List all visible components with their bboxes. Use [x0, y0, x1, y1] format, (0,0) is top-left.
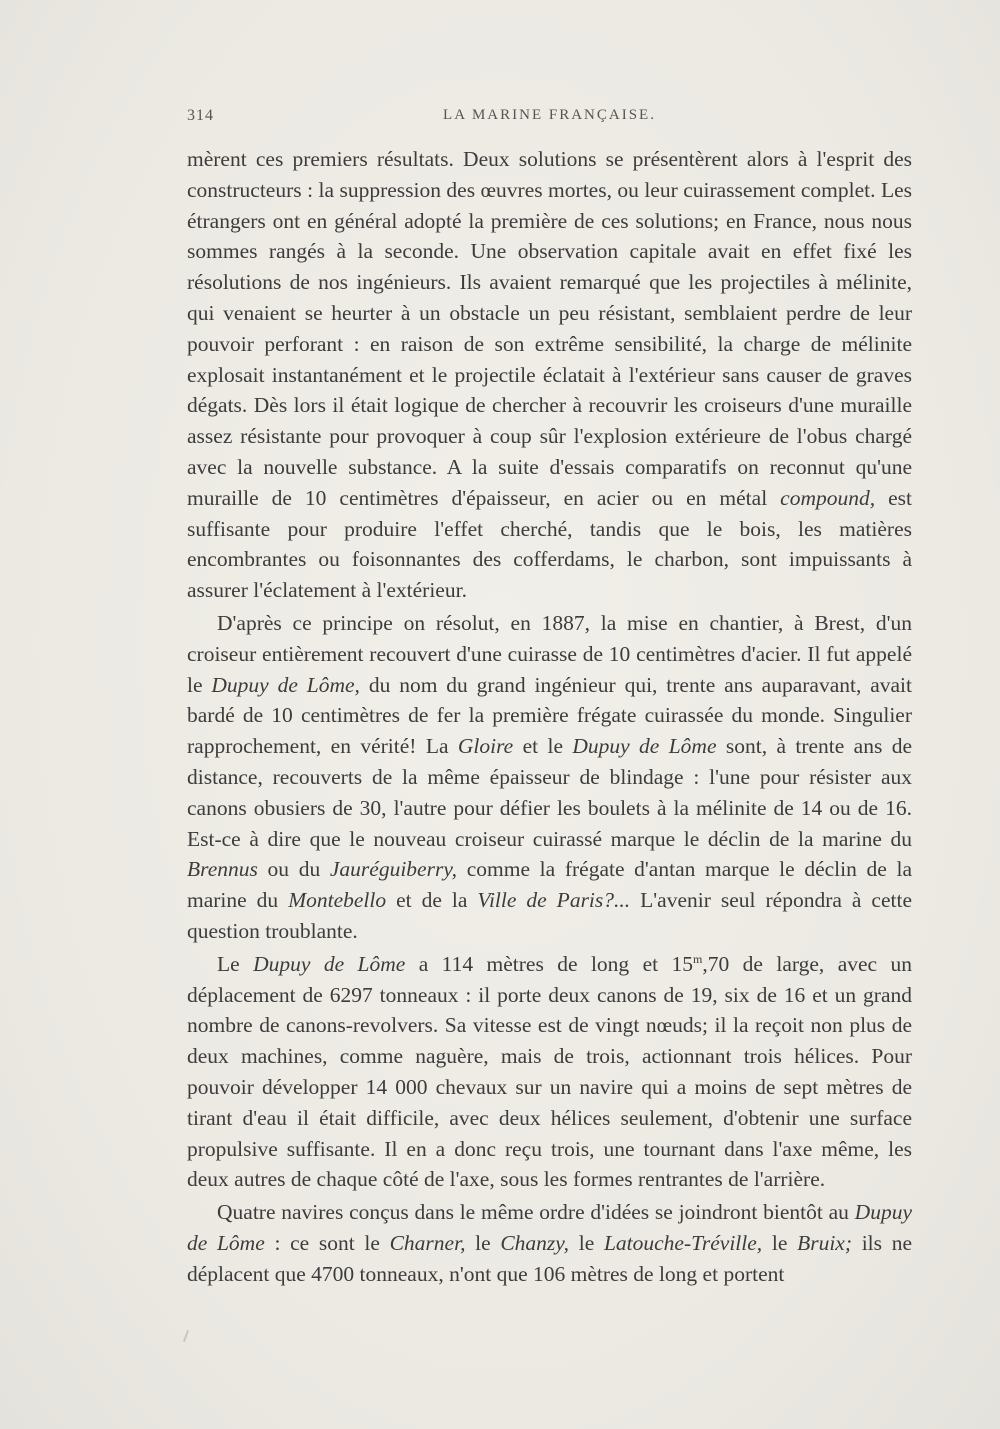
text-span: du nom du grand ingénieur qui, trente ans auparavant, avait bardé de 10 centimètres de fer la première frégate cuirassée du monde. Singulier rapprochement, en vérité! La: [187, 672, 913, 759]
text-span: le: [465, 1230, 501, 1255]
italic-span: Latouche-Tréville,: [603, 1230, 763, 1255]
text-span: ils ne déplacent que 4700 tonneaux, n'ont que 106 mètres de long et portent: [187, 1230, 912, 1286]
text-span: mèrent ces premiers résultats. Deux solutions se présentèrent alors à l'esprit des constructeurs : la suppression des œuvres mortes, ou leur cuirassement complet. Les étrangers ont en général adopté la première de ces solutions; en France, nous nous sommes rangés à la seconde. Une observation capitale avait en effet fixé les résolutions de nos ingénieurs. Ils avaient remarqué que les projectiles à mélinite, qui venaient se heurter à un obstacle un peu résistant, semblaient perdre de leur pouvoir perforant : en raison de son extrême sensibilité, la charge de mélinite explosait instantanément et le projectile éclatait à l'extérieur sans causer de graves dégats. Dès lors il était logique de chercher à recouvrir les croiseurs d'une muraille assez résistante pour provoquer à coup sûr l'explosion extérieure de l'obus chargé avec la nouvelle substance. A la suite d'essais comparatifs on reconnut qu'une muraille de 10 centimètres d'épaisseur, en acier ou en métal: [187, 147, 912, 510]
paragraph-3: [187, 949, 912, 1195]
paragraph-1: [187, 144, 912, 606]
text-span: L'avenir seul répondra à cette question troublante.: [187, 888, 912, 943]
italic-span: compound,: [780, 485, 876, 510]
page-header: [187, 107, 912, 131]
italic-span: Chanzy,: [500, 1230, 570, 1255]
text-span: et de la: [386, 888, 478, 913]
running-title: LA MARINE FRANÇAISE.: [443, 107, 656, 123]
text-span: ou du: [257, 857, 330, 882]
text-span: sont, à trente ans de distance, recouverts de la même épaisseur de blindage : l'une pour résister aux canons obusiers de 30, l'autre pour défier les boulets à la mélinite de 14 ou de 16. Est-ce à dire que le nouveau croiseur cuirassé marque le déclin de la marine du: [187, 734, 912, 851]
text-span: D'après ce principe on résolut, en 1887, la mise en chantier, à Brest, d'un croiseur entièrement recouvert d'une cuirasse de 10 centimètres d'acier. Il fut appelé le: [187, 610, 912, 697]
paragraph-4: [187, 1197, 912, 1289]
italic-span: Dupuy de Lôme,: [211, 672, 360, 697]
paragraph-2: [187, 608, 912, 947]
italic-span: Brennus: [187, 857, 258, 882]
text-span: a 114 mètres de long et 15: [405, 951, 694, 976]
italic-span: Dupuy de Lôme: [253, 951, 406, 976]
italic-span: Charner,: [389, 1230, 466, 1255]
italic-span: Montebello: [288, 888, 387, 913]
text-span: le: [762, 1230, 798, 1255]
page-number: 314: [187, 107, 214, 124]
italic-span: Ville de Paris?...: [477, 888, 631, 913]
text-span: Le: [217, 951, 254, 976]
italic-span: Bruix;: [797, 1230, 853, 1255]
text-span: le: [569, 1230, 604, 1255]
text-span: et le: [513, 734, 573, 759]
italic-span: Gloire: [457, 734, 514, 759]
superscript-span: m: [693, 951, 703, 966]
text-span: comme la frégate d'antan marque le déclin de la marine du: [187, 857, 913, 913]
paper-speck: [183, 1330, 189, 1342]
italic-span: Dupuy de Lôme: [572, 734, 717, 759]
text-span: ,70 de large, avec un déplacement de 6297 tonneaux : il porte deux canons de 19, six de 16 et un grand nombre de canons-revolvers. Sa vitesse est de vingt nœuds; il la reçoit non plus de deux machines, comme naguère, mais de trois, actionnant trois hélices. Pour pouvoir développer 14 000 chevaux sur un navire qui a moins de sept mètres de tirant d'eau il était difficile, avec deux hélices seulement, d'obtenir une surface propulsive suffisante. Il en a donc reçu trois, une tournant dans l'axe même, les deux autres de chaque côté de l'axe, sous les formes rentrantes de l'arrière.: [187, 951, 912, 1192]
text-span: Quatre navires conçus dans le même ordre d'idées se joindront bientôt au: [217, 1200, 855, 1225]
body-text: [187, 144, 912, 1289]
italic-span: Dupuy de Lôme: [187, 1200, 912, 1255]
italic-span: Jauréguiberry,: [329, 857, 458, 882]
text-span: est suffisante pour produire l'effet cherché, tandis que le bois, les matières encombrantes ou foisonnantes des cofferdams, le charbon, sont impuissants à assurer l'éclatement à l'extérieur.: [187, 485, 912, 603]
text-span: : ce sont le: [264, 1230, 390, 1255]
